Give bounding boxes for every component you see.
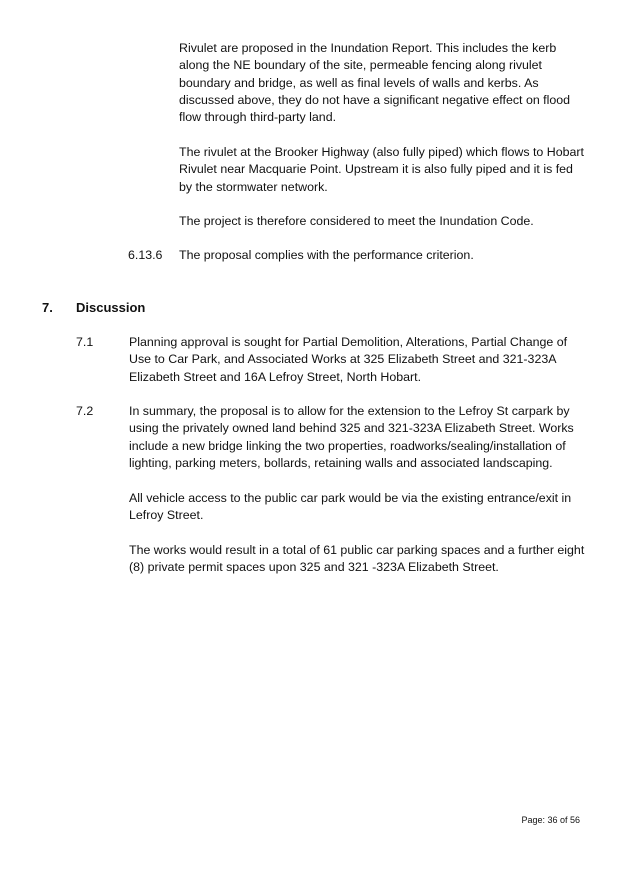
text-line: include a new bridge linking the two properties, roadworks/sealing/installation of bbox=[129, 438, 566, 453]
text-line: Rivulet are proposed in the Inundation Report. This includes the kerb bbox=[179, 41, 557, 55]
item-7-2-paragraph bbox=[129, 403, 577, 472]
item-text bbox=[179, 247, 577, 264]
text-line: using the privately owned land behind 325 and 321-323A Elizabeth Street. Works bbox=[129, 421, 574, 436]
item-number: 7.1 bbox=[76, 335, 94, 349]
text-line: along the NE boundary of the site, permeable fencing along rivulet bbox=[179, 58, 543, 73]
text-line: The project is therefore considered to meet the Inundation Code. bbox=[179, 214, 534, 228]
vehicle-access-paragraph bbox=[129, 490, 577, 525]
item-number: 6.13.6 bbox=[128, 248, 163, 262]
text-line: In summary, the proposal is to allow for the extension to the Lefroy St carpark by bbox=[129, 404, 570, 418]
text-line: Elizabeth Street and 16A Lefroy Street, North Hobart. bbox=[129, 369, 422, 384]
conclusion-paragraph bbox=[179, 213, 577, 230]
text-line: by the stormwater network. bbox=[179, 179, 328, 194]
text-line: The rivulet at the Brooker Highway (also fully piped) which flows to Hobart bbox=[179, 145, 584, 159]
item-7-1-paragraph bbox=[129, 334, 577, 386]
text-line: discussed above, they do not have a significant negative effect on flood bbox=[179, 92, 571, 107]
text-line: (8) private permit spaces upon 325 and 321 -323A Elizabeth Street. bbox=[129, 560, 499, 575]
parking-spaces-paragraph bbox=[129, 542, 585, 577]
text-line: flow through third-party land. bbox=[179, 110, 337, 125]
inundation-paragraph bbox=[179, 40, 577, 126]
page-number: Page: 36 of 56 bbox=[521, 815, 580, 825]
brooker-highway-paragraph bbox=[179, 144, 584, 196]
item-number: 7.2 bbox=[76, 404, 94, 418]
text-line: Planning approval is sought for Partial Demolition, Alterations, Partial Change of bbox=[129, 335, 568, 349]
section-title: Discussion bbox=[76, 300, 146, 315]
text-line: The proposal complies with the performance criterion. bbox=[179, 248, 474, 262]
text-line: Rivulet near Macquarie Point. Upstream it is also fully piped and it is fed bbox=[179, 162, 573, 177]
text-line: The works would result in a total of 61 public car parking spaces and a further eight bbox=[129, 543, 585, 557]
text-line: lighting, parking meters, bollards, retaining walls and associated landscaping. bbox=[129, 455, 553, 470]
section-number: 7. bbox=[42, 300, 53, 315]
text-line: Lefroy Street. bbox=[129, 508, 204, 523]
text-line: All vehicle access to the public car park would be via the existing entrance/exit in bbox=[129, 491, 572, 505]
text-line: boundary and bridge, as well as final levels of walls and kerbs. As bbox=[179, 75, 539, 90]
text-line: Use to Car Park, and Associated Works at 325 Elizabeth Street and 321-323A bbox=[129, 352, 557, 367]
